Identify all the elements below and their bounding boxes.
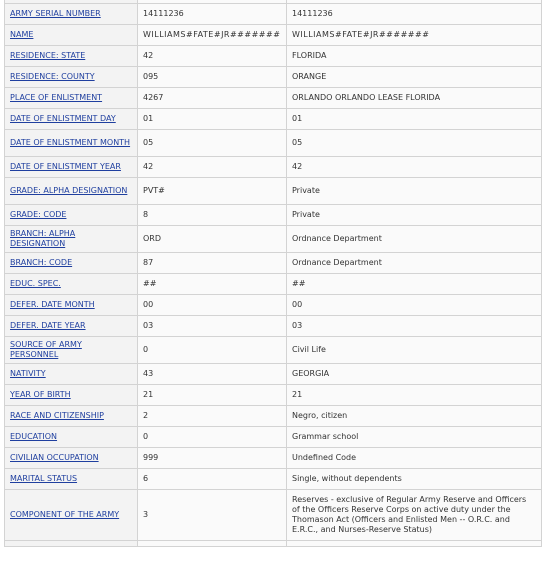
field-label-link[interactable]: RESIDENCE: STATE xyxy=(10,51,86,60)
code-cell: 2 xyxy=(138,406,287,427)
field-label-link[interactable]: EDUC. SPEC. xyxy=(10,279,61,288)
table-row-bottom-partial xyxy=(5,541,542,547)
code-cell: 4267 xyxy=(138,88,287,109)
label-cell xyxy=(5,274,138,295)
label-cell xyxy=(5,88,138,109)
field-label-link[interactable]: SOURCE OF ARMY PERSONNEL xyxy=(10,340,82,359)
label-cell xyxy=(5,25,138,46)
field-label-link[interactable]: RACE AND CITIZENSHIP xyxy=(10,411,104,420)
label-cell xyxy=(5,205,138,226)
table-row xyxy=(5,490,542,541)
table-row xyxy=(5,469,542,490)
table-row xyxy=(5,109,542,130)
code-cell: 21 xyxy=(138,385,287,406)
field-label-link[interactable]: COMPONENT OF THE ARMY xyxy=(10,510,120,519)
meaning-cell: Ordnance Department xyxy=(287,253,542,274)
table-row xyxy=(5,406,542,427)
table-row xyxy=(5,448,542,469)
meaning-cell: 01 xyxy=(287,109,542,130)
meaning-cell: Ordnance Department xyxy=(287,226,542,253)
field-label-link[interactable]: BRANCH: CODE xyxy=(10,258,73,267)
label-cell xyxy=(5,157,138,178)
meaning-cell: ## xyxy=(287,274,542,295)
table-row xyxy=(5,178,542,205)
table-row xyxy=(5,226,542,253)
label-cell xyxy=(5,4,138,25)
label-cell xyxy=(5,490,138,541)
record-table-container xyxy=(4,0,542,547)
code-cell: 0 xyxy=(138,337,287,364)
table-row xyxy=(5,364,542,385)
meaning-cell: Undefined Code xyxy=(287,448,542,469)
meaning-cell: 21 xyxy=(287,385,542,406)
field-label-link[interactable]: RESIDENCE: COUNTY xyxy=(10,72,95,81)
table-row xyxy=(5,295,542,316)
meaning-cell: 42 xyxy=(287,157,542,178)
label-cell xyxy=(5,316,138,337)
meaning-cell: 14111236 xyxy=(287,4,542,25)
meaning-cell: ORANGE xyxy=(287,67,542,88)
table-row xyxy=(5,46,542,67)
code-cell: 6 xyxy=(138,469,287,490)
code-cell: 03 xyxy=(138,316,287,337)
code-cell: 01 xyxy=(138,109,287,130)
meaning-cell: 03 xyxy=(287,316,542,337)
label-cell xyxy=(5,226,138,253)
code-cell xyxy=(138,541,287,547)
label-cell xyxy=(5,46,138,67)
record-table-body xyxy=(5,0,542,547)
table-row xyxy=(5,88,542,109)
field-label-link[interactable]: BRANCH: ALPHA DESIGNATION xyxy=(10,229,76,248)
label-cell xyxy=(5,406,138,427)
label-cell xyxy=(5,109,138,130)
code-cell: 05 xyxy=(138,130,287,157)
table-row xyxy=(5,205,542,226)
code-cell: 8 xyxy=(138,205,287,226)
meaning-cell xyxy=(287,541,542,547)
code-cell: ORD xyxy=(138,226,287,253)
meaning-cell: Private xyxy=(287,178,542,205)
meaning-cell: ORLANDO ORLANDO LEASE FLORIDA xyxy=(287,88,542,109)
field-label-link[interactable]: DEFER. DATE MONTH xyxy=(10,300,95,309)
table-row xyxy=(5,4,542,25)
table-row xyxy=(5,274,542,295)
label-cell xyxy=(5,130,138,157)
meaning-cell: Reserves - exclusive of Regular Army Reserve and Officers of the Officers Reserve Corps on active duty under the Thomason Act (Officers and Enlisted Men -- O.R.C. and E.R.C., and Nurses-Reserve Status) xyxy=(287,490,542,541)
code-cell: 095 xyxy=(138,67,287,88)
code-cell: 14111236 xyxy=(138,4,287,25)
code-cell: 0 xyxy=(138,427,287,448)
meaning-cell: 05 xyxy=(287,130,542,157)
label-cell xyxy=(5,178,138,205)
field-label-link[interactable]: NAME xyxy=(10,30,34,39)
code-cell: 42 xyxy=(138,157,287,178)
table-row xyxy=(5,130,542,157)
field-label-link[interactable]: DATE OF ENLISTMENT MONTH xyxy=(10,138,131,147)
code-cell: 00 xyxy=(138,295,287,316)
label-cell xyxy=(5,364,138,385)
table-row xyxy=(5,316,542,337)
label-cell xyxy=(5,295,138,316)
label-cell xyxy=(5,385,138,406)
label-cell xyxy=(5,67,138,88)
meaning-cell: Single, without dependents xyxy=(287,469,542,490)
meaning-cell: Private xyxy=(287,205,542,226)
table-row xyxy=(5,427,542,448)
code-cell: PVT# xyxy=(138,178,287,205)
code-cell: 42 xyxy=(138,46,287,67)
meaning-cell: Grammar school xyxy=(287,427,542,448)
field-label-link[interactable]: GRADE: ALPHA DESIGNATION xyxy=(10,186,128,195)
table-row xyxy=(5,67,542,88)
field-label-link[interactable]: DEFER. DATE YEAR xyxy=(10,321,86,330)
code-cell: ## xyxy=(138,274,287,295)
table-row xyxy=(5,385,542,406)
table-row xyxy=(5,253,542,274)
meaning-cell: 00 xyxy=(287,295,542,316)
field-label-link[interactable]: DATE OF ENLISTMENT YEAR xyxy=(10,162,121,171)
field-label-link[interactable]: YEAR OF BIRTH xyxy=(10,390,71,399)
label-cell xyxy=(5,541,138,547)
field-label-link[interactable]: PLACE OF ENLISTMENT xyxy=(10,93,103,102)
meaning-cell: Civil Life xyxy=(287,337,542,364)
code-cell: 999 xyxy=(138,448,287,469)
label-cell xyxy=(5,427,138,448)
label-cell xyxy=(5,337,138,364)
field-label-link[interactable]: MARITAL STATUS xyxy=(10,474,78,483)
table-row xyxy=(5,337,542,364)
code-cell: 3 xyxy=(138,490,287,541)
meaning-cell: WILLIAMS#FATE#JR####### xyxy=(287,25,542,46)
enlistment-record-table xyxy=(4,0,542,547)
table-row xyxy=(5,157,542,178)
label-cell xyxy=(5,469,138,490)
field-label-link[interactable]: EDUCATION xyxy=(10,432,58,441)
field-label-link[interactable]: NATIVITY xyxy=(10,369,46,378)
table-row xyxy=(5,25,542,46)
code-cell: 43 xyxy=(138,364,287,385)
code-cell: WILLIAMS#FATE#JR####### xyxy=(138,25,287,46)
label-cell xyxy=(5,253,138,274)
meaning-cell: FLORIDA xyxy=(287,46,542,67)
field-label-link[interactable]: CIVILIAN OCCUPATION xyxy=(10,453,99,462)
label-cell xyxy=(5,448,138,469)
field-label-link[interactable]: DATE OF ENLISTMENT DAY xyxy=(10,114,116,123)
code-cell: 87 xyxy=(138,253,287,274)
meaning-cell: GEORGIA xyxy=(287,364,542,385)
field-label-link[interactable]: GRADE: CODE xyxy=(10,210,67,219)
field-label-link[interactable]: ARMY SERIAL NUMBER xyxy=(10,9,101,18)
meaning-cell: Negro, citizen xyxy=(287,406,542,427)
